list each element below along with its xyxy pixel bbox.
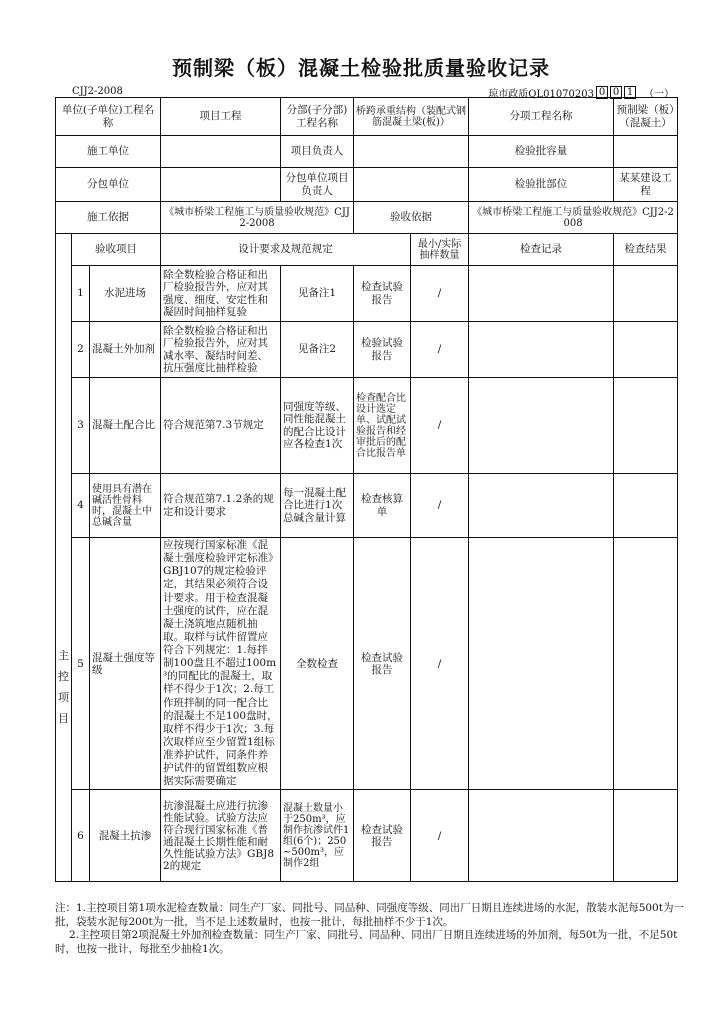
row-number: 3: [72, 378, 90, 474]
record-box-2[interactable]: 0: [610, 86, 622, 99]
batch-capacity-value[interactable]: [614, 136, 678, 168]
construction-basis-label: 施工依据: [56, 202, 161, 234]
row-method: 检查核算单: [354, 474, 411, 538]
row-requirement: 除全数检验合格证和出厂检验报告外，应对其强度、细度、安定性和凝固时间抽样复验: [161, 266, 281, 322]
division-name-value[interactable]: 桥跨承重结构（装配式钢筋混凝土梁(板)）: [354, 98, 469, 136]
row-result[interactable]: [614, 790, 678, 882]
col-record-header: 检查记录: [469, 234, 614, 266]
row-method: 检查试验报告: [354, 266, 411, 322]
row-number: 1: [72, 266, 90, 322]
header-row-unit: [56, 98, 678, 136]
row-method: 检查试验报告: [354, 790, 411, 882]
main-control-char-2: 控: [58, 669, 69, 683]
sub-item-name-label: 分项工程名称: [469, 98, 614, 136]
row-quantity: 同强度等级、同性能混凝土的配合比设计应各检查1次: [281, 378, 354, 474]
row-number: 2: [72, 322, 90, 378]
record-suffix: （一）: [644, 89, 674, 100]
col-result-header: 检查结果: [614, 234, 678, 266]
subcontract-pm-label: 分包单位项目负责人: [281, 168, 354, 202]
row-requirement: 抗渗混凝土应进行抗渗性能试验。试验方法应符合现行国家标准《普通混凝土长期性能和耐久性能试验方法》GBJ82的规定: [161, 790, 281, 882]
col-sample-header: 最小/实际抽样数量: [411, 234, 469, 266]
col-item-header: 验收项目: [72, 234, 161, 266]
footnote-1: 注：1.主控项目第1项水泥检查数量：同生产厂家、同批号、同品种、同强度等级、同出厂日期且连续进场的水泥，散装水泥每500t为一批，袋装水泥每200t为一批，当不足上述数量时，也按一批计，每批抽样不少于1次。: [55, 902, 684, 928]
header-row-construction: [56, 136, 678, 168]
acceptance-basis-value[interactable]: 《城市桥梁工程施工与质量验收规范》CJJ2-2008: [469, 202, 678, 234]
record-prefix: 琼市政质QL01070203: [488, 89, 594, 100]
row-record[interactable]: [469, 266, 614, 322]
row-quantity: 混凝土数量小于250m³，应制作抗渗试件1组(6个)；250~500m³，应制作2组: [281, 790, 354, 882]
table-row: [56, 322, 678, 378]
standard-code: CJJ2-2008: [72, 86, 123, 97]
acceptance-basis-label: 验收依据: [354, 202, 469, 234]
row-requirement: 应按现行国家标准《混凝土强度检验评定标准》GBJ107的规定检验评定，其结果必须符合设计要求。用于检查混凝土强度的试件，应在混凝土浇筑地点随机抽取。取样与试件留置应符合下列规定：1.每拌制100盘且不超过100m³的同配比的混凝土，取样不得少于1次；2.每工作班拌制的同一配合比的混凝土不足100盘时，取样不得少于1次；3.每次取样应至少留置1组标准养护试件，同条件养护试件的留置组数应根据实际需要确定: [161, 538, 281, 790]
inspection-table: [55, 97, 678, 882]
main-control-char-4: 目: [58, 711, 69, 725]
row-quantity: 全数检查: [281, 538, 354, 790]
unit-name-value[interactable]: 项目工程: [161, 98, 281, 136]
row-method: 检查配合比设计选定单、试配试验报告和经审批后的配合比报告单: [354, 378, 411, 474]
record-box-3[interactable]: 1: [624, 86, 636, 99]
construction-unit-label: 施工单位: [56, 136, 161, 168]
table-row: [56, 538, 678, 790]
row-result[interactable]: [614, 538, 678, 790]
main-control-char-1: 主: [58, 648, 69, 662]
row-requirement: 符合规范第7.1.2条的规定和设计要求: [161, 474, 281, 538]
main-control-char-3: 项: [58, 690, 69, 704]
row-record[interactable]: [469, 538, 614, 790]
table-row: [56, 266, 678, 322]
row-result[interactable]: [614, 322, 678, 378]
row-record[interactable]: [469, 322, 614, 378]
row-number: 6: [72, 790, 90, 882]
project-manager-value[interactable]: [354, 136, 469, 168]
row-method: 检验试验报告: [354, 322, 411, 378]
footnotes: [55, 902, 695, 957]
unit-name-label: 单位(子单位)工程名称: [56, 98, 161, 136]
row-item-name: 水泥进场: [90, 266, 161, 322]
row-method: 检查试验报告: [354, 538, 411, 790]
row-quantity: 见备注2: [281, 322, 354, 378]
row-item-name: 混凝土配合比: [90, 378, 161, 474]
page-title: 预制梁（板）混凝土检验批质量验收记录: [172, 56, 550, 80]
subcontract-unit-label: 分包单位: [56, 168, 161, 202]
batch-capacity-label: 检验批容量: [469, 136, 614, 168]
row-item-name: 混凝土外加剂: [90, 322, 161, 378]
construction-basis-value[interactable]: 《城市桥梁工程施工与质量验收规范》CJJ2-2008: [161, 202, 354, 234]
column-header-row: [56, 234, 678, 266]
batch-location-label: 检验批部位: [469, 168, 614, 202]
row-result[interactable]: [614, 474, 678, 538]
row-item-name: 混凝土强度等级: [90, 538, 161, 790]
table-row: [56, 378, 678, 474]
row-sample[interactable]: /: [411, 378, 469, 474]
row-sample[interactable]: /: [411, 790, 469, 882]
table-row: [56, 790, 678, 882]
division-name-label: 分部(子分部)工程名称: [281, 98, 354, 136]
header-row-basis: [56, 202, 678, 234]
sub-item-name-value[interactable]: 预制梁（板）（混凝土）: [614, 98, 678, 136]
header-row-subcontract: [56, 168, 678, 202]
construction-unit-value[interactable]: [161, 136, 281, 168]
row-record[interactable]: [469, 474, 614, 538]
row-result[interactable]: [614, 378, 678, 474]
row-number: 4: [72, 474, 90, 538]
row-quantity: 每一混凝土配合比进行1次总碱含量计算: [281, 474, 354, 538]
row-number: 5: [72, 538, 90, 790]
row-record[interactable]: [469, 790, 614, 882]
row-item-name: 混凝土抗渗: [90, 790, 161, 882]
row-requirement: 除全数检验合格证和出厂检验报告外，应对其减水率、凝结时间差、抗压强度比抽样检验: [161, 322, 281, 378]
subcontract-unit-value[interactable]: [161, 168, 281, 202]
row-item-name: 使用具有潜在碱活性骨料时，混凝土中总碱含量: [90, 474, 161, 538]
row-sample[interactable]: /: [411, 322, 469, 378]
row-sample[interactable]: /: [411, 474, 469, 538]
row-quantity: 见备注1: [281, 266, 354, 322]
row-result[interactable]: [614, 266, 678, 322]
footnote-2: 2.主控项目第2项混凝土外加剂检查数量：同生产厂家、同批号、同品种、同出厂日期且连续进场的外加剂，每50t为一批，不足50t时，也按一批计，每批至少抽检1次。: [55, 929, 678, 955]
row-record[interactable]: [469, 378, 614, 474]
subcontract-pm-value[interactable]: [354, 168, 469, 202]
row-sample[interactable]: /: [411, 538, 469, 790]
batch-location-value[interactable]: 某某建设工程: [614, 168, 678, 202]
col-requirement-header: 设计要求及规范规定: [161, 234, 411, 266]
table-row: [56, 474, 678, 538]
project-manager-label: 项目负责人: [281, 136, 354, 168]
main-control-label: [56, 234, 72, 882]
row-sample[interactable]: /: [411, 266, 469, 322]
row-requirement: 符合规范第7.3节规定: [161, 378, 281, 474]
record-box-1[interactable]: 0: [596, 86, 608, 99]
